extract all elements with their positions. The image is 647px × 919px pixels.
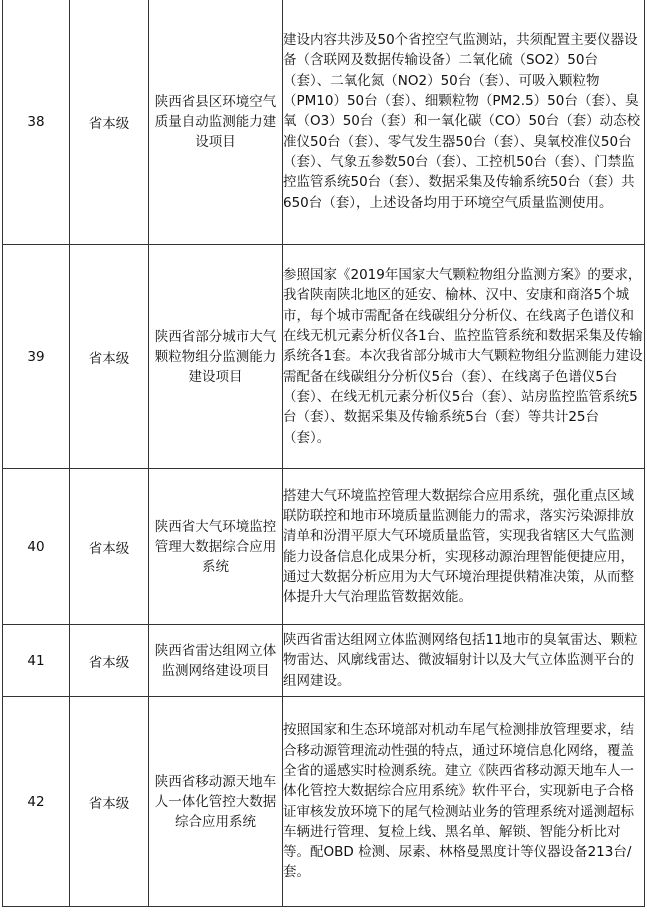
table-row: [3, 625, 645, 697]
row-project-name: 陕西省雷达组网立体监测网络建设项目: [149, 625, 283, 697]
row-content: [283, 469, 645, 625]
row-content: [283, 625, 645, 697]
project-table: [2, 0, 645, 907]
row-level: 省本级: [70, 625, 149, 697]
row-project-name: 陕西省部分城市大气颗粒物组分监测能力建设项目: [149, 245, 283, 469]
row-project-name: 陕西省移动源天地车人一体化管控大数据综合应用系统: [149, 697, 283, 907]
row-number: 42: [3, 697, 70, 907]
row-content-text: 按照国家和生态环境部对机动车尾气检测排放管理要求，结合移动源管理流动性强的特点，通过环境信息化网络，覆盖全省的遥感实时检测系统。建立《陕西省移动源天地车人一体化管控大数据综合应用系统》软件平台，实现新电子合格证审核发放环境下的尾气检测站业务的管理系统对遥测超标车辆进行管理、复检上线、黑名单、解锁、智能分析比对等。配OBD 检测、尿素、林格曼黑度计等仪器设备213台/套。: [283, 722, 634, 881]
row-level: 省本级: [70, 245, 149, 469]
row-level: 省本级: [70, 469, 149, 625]
row-content: [283, 0, 645, 245]
row-project-name: 陕西省县区环境空气质量自动监测能力建设项目: [149, 0, 283, 245]
table-row: [3, 0, 645, 245]
row-content-text: 参照国家《2019年国家大气颗粒物组分监测方案》的要求，我省陕南陕北地区的延安、榆林、汉中、安康和商洛5个城市，每个城市需配备在线碳组分分析仪、在线离子色谱仪和在线无机元素分析仪各1台、监控监管系统和数据采集及传输系统各1套。本次我省部分城市大气颗粒物组分监测能力建设需配备在线碳组分分析仪5台（套）、在线离子色谱仪5台（套）、在线无机元素分析仪5台（套）、站房监控监管系统5台（套）、数据采集及传输系统5台（套）等共计25台（套）。: [283, 267, 643, 446]
table-row: [3, 697, 645, 907]
row-number: 41: [3, 625, 70, 697]
row-project-name: 陕西省大气环境监控管理大数据综合应用系统: [149, 469, 283, 625]
table-row: [3, 469, 645, 625]
table-row: [3, 245, 645, 469]
row-content-text: 搭建大气环境监控管理大数据综合应用系统，强化重点区域联防联控和地市环境质量监测能力的需求，落实污染源排放清单和汾渭平原大气环境质量监管，实现我省辖区大气监测能力设备信息化成果分析，实现移动源治理智能便捷应用，通过大数据分析应用为大气环境治理提供精准决策，从而整体提升大气治理监管数据效能。: [283, 487, 634, 606]
row-number: 40: [3, 469, 70, 625]
row-content: [283, 245, 645, 469]
row-level: 省本级: [70, 697, 149, 907]
row-level: 省本级: [70, 0, 149, 245]
row-number: 39: [3, 245, 70, 469]
row-content: [283, 697, 645, 907]
row-content-text: 建设内容共涉及50个省控空气监测站，共须配置主要仪器设备（含联网及数据传输设备）二氧化硫（SO2）50台（套）、二氧化氮（NO2）50台（套）、可吸入颗粒物（PM10）50台（套）、细颗粒物（PM2.5）50台（套）、臭氧（O3）50台（套）和一氧化碳（CO）50台（套）动态校准仪50台（套）、零气发生器50台（套）、臭氧校准仪50台（套）、气象五参数50台（套）、工控机50台（套）、门禁监控监管系统50台（套）、数据采集及传输系统50台（套）共650台（套），上述设备均用于环境空气质量监测使用。: [283, 32, 641, 211]
row-number: 38: [3, 0, 70, 245]
row-content-text: 陕西省雷达组网立体监测网络包括11地市的臭氧雷达、颗粒物雷达、风廓线雷达、微波辐射计以及大气立体监测平台的组网建设。: [283, 632, 638, 689]
